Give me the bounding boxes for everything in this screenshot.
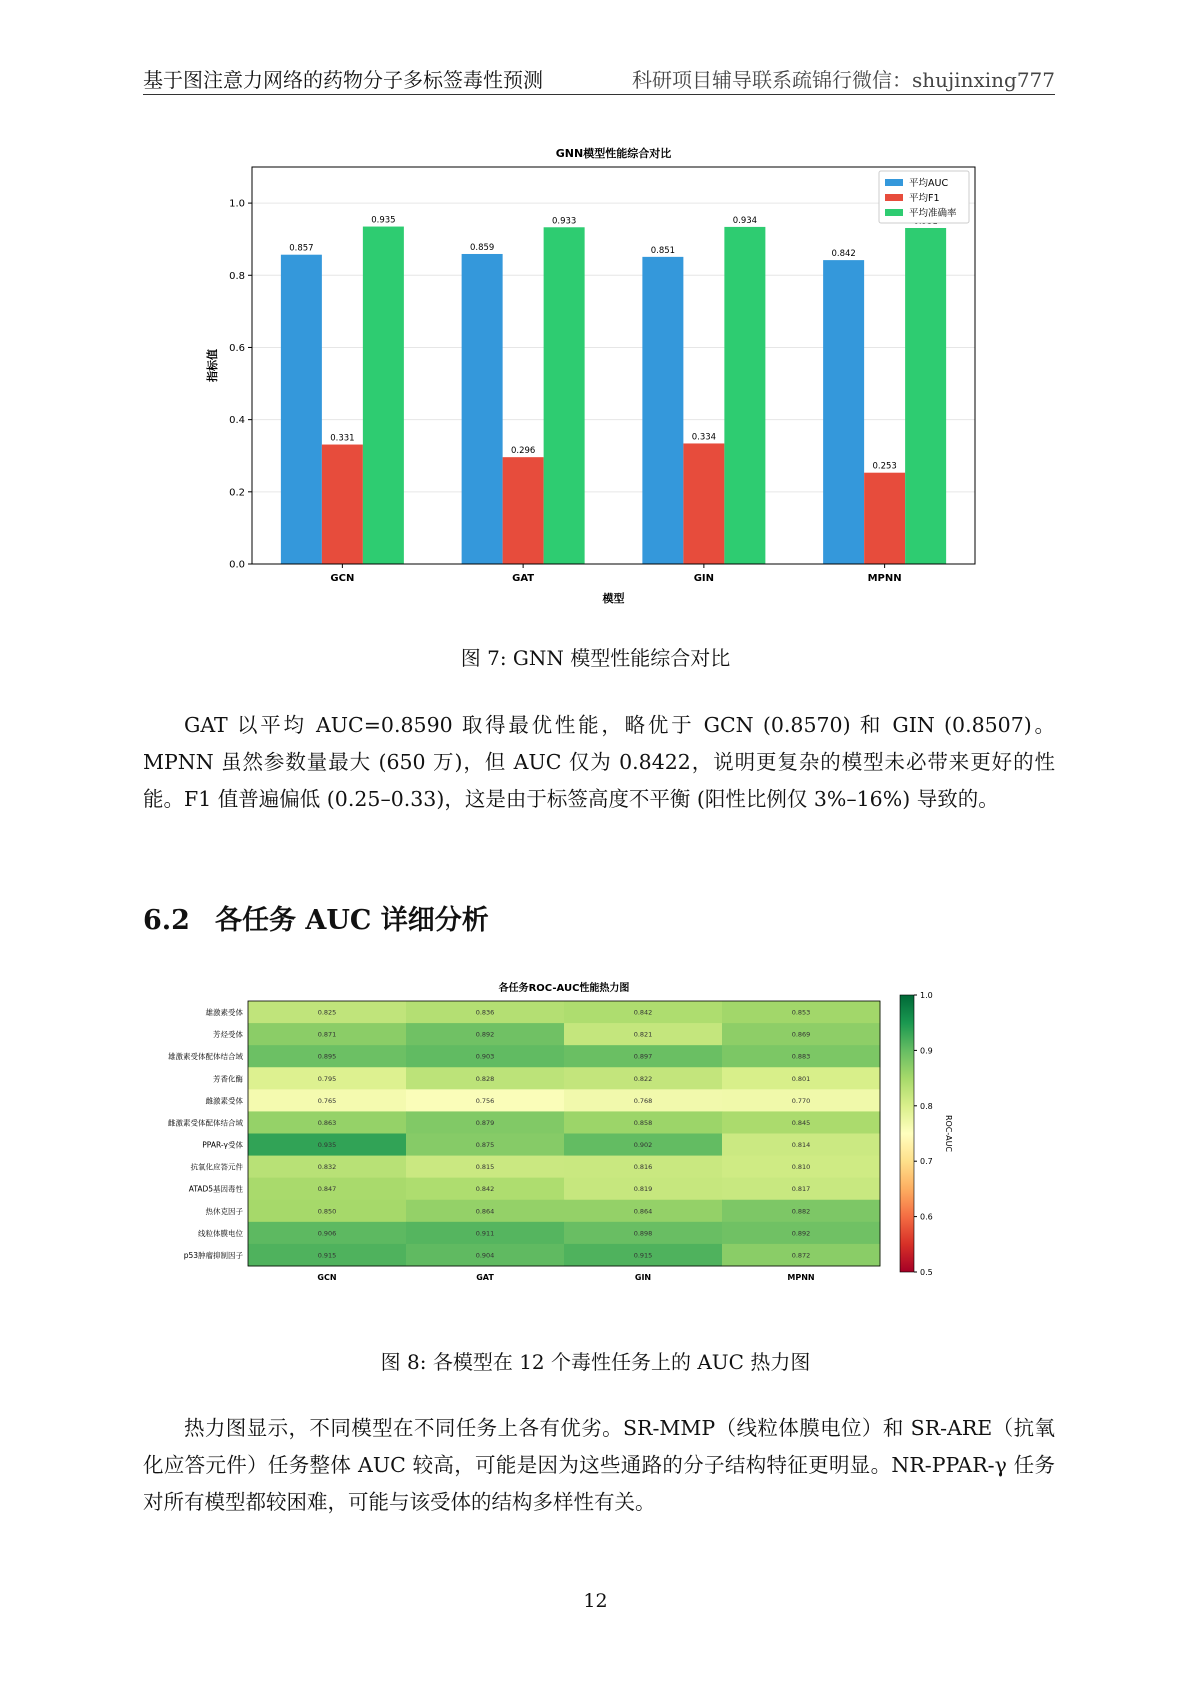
heatmap-row-label: PPAR-γ受体 (202, 1140, 243, 1150)
paragraph-1-text: GAT 以平均 AUC=0.8590 取得最优性能，略优于 GCN (0.8570) 和 GIN (0.8507)。MPNN 虽然参数量最大 (650 万)，但 AUC 仅为 0.8422，说明更复杂的模型未必带来更好的性能。F1 值普遍偏低 (0.25–0.33)，这是由于标签高度不平衡 (阳性比例仅 3%–16%) 导致的。 (143, 713, 1055, 811)
running-header (143, 62, 1055, 95)
heatmap-cell-value: 0.871 (317, 1030, 337, 1039)
heatmap-col-label: GIN (634, 1273, 652, 1282)
heatmap-cell-value: 0.847 (317, 1185, 337, 1194)
heatmap-row-label: 抗氧化应答元件 (190, 1162, 243, 1172)
bar-value-label: 0.334 (691, 432, 717, 443)
colorbar-tick-label: 0.8 (920, 1101, 933, 1111)
paragraph-2 (143, 1410, 1055, 1521)
colorbar-tick-label: 1.0 (920, 991, 933, 1000)
bar (503, 457, 544, 564)
heatmap-cell-value: 0.898 (633, 1229, 653, 1238)
legend-swatch (885, 194, 903, 201)
legend-swatch (885, 179, 903, 186)
x-tick-label: GCN (330, 573, 355, 584)
heatmap-cell-value: 0.815 (475, 1163, 495, 1172)
heatmap-row-label: 雄激素受体 (205, 1008, 243, 1018)
heatmap-row-label: 芳香化酶 (213, 1074, 243, 1084)
bar-value-label: 0.842 (831, 249, 856, 260)
heatmap-cell-value: 0.904 (475, 1251, 495, 1260)
x-tick-label: GAT (512, 573, 535, 584)
heatmap-cell-value: 0.906 (317, 1229, 337, 1238)
heatmap-cell-value: 0.756 (475, 1096, 495, 1105)
heatmap-cell-value: 0.903 (475, 1052, 495, 1061)
figure8-caption: 图 8: 各模型在 12 个毒性任务上的 AUC 热力图 (380, 1350, 811, 1374)
y-tick-label: 1.0 (229, 198, 245, 210)
heatmap-row-label: 热休克因子 (205, 1206, 243, 1216)
heatmap-cell-value: 0.828 (475, 1074, 495, 1083)
bar (322, 445, 363, 564)
heatmap-cell-value: 0.915 (317, 1251, 337, 1260)
heatmap-cell-value: 0.810 (791, 1163, 811, 1172)
bar (281, 255, 322, 564)
x-tick-label: MPNN (867, 573, 902, 584)
y-tick-label: 0.8 (229, 270, 245, 282)
bar (683, 443, 724, 564)
legend-label: 平均AUC (909, 178, 949, 189)
heatmap-row-label: p53肿瘤抑制因子 (183, 1250, 243, 1260)
heatmap-cell-value: 0.814 (791, 1141, 811, 1150)
y-axis-label: 指标值 (206, 349, 219, 382)
heatmap-cell-value: 0.819 (633, 1185, 653, 1194)
heatmap-cell-value: 0.863 (317, 1118, 337, 1127)
colorbar-tick-label: 0.6 (920, 1212, 933, 1222)
colorbar (900, 995, 914, 1272)
colorbar-tick-label: 0.7 (920, 1157, 933, 1167)
heatmap-cell-value: 0.892 (475, 1030, 495, 1039)
heatmap-chart (140, 975, 1040, 1310)
heatmap-cell-value: 0.770 (791, 1096, 811, 1105)
heatmap-col-label: GAT (476, 1273, 494, 1282)
heatmap-cell-value: 0.864 (633, 1207, 653, 1216)
heatmap-cell-value: 0.915 (633, 1251, 653, 1260)
heatmap-row-label: 雌激素受体 (205, 1096, 243, 1106)
bar (462, 254, 503, 564)
heatmap-cell-value: 0.892 (791, 1229, 811, 1238)
colorbar-label: ROC-AUC (944, 1114, 953, 1153)
heatmap-cell-value: 0.858 (633, 1118, 653, 1127)
figure7-caption: 图 7: GNN 模型性能综合对比 (460, 646, 731, 670)
bar-value-label: 0.253 (872, 461, 897, 472)
heatmap-cell-value: 0.882 (791, 1207, 811, 1216)
y-tick-label: 0.6 (229, 342, 245, 354)
paragraph-1 (143, 707, 1055, 818)
legend-label: 平均准确率 (909, 208, 957, 219)
heatmap-cell-value: 0.822 (633, 1074, 653, 1083)
bar-chart (200, 135, 990, 610)
y-tick-label: 0.4 (229, 415, 245, 427)
heatmap-cell-value: 0.817 (791, 1185, 811, 1194)
section-number: 6.2 (143, 905, 190, 936)
heatmap-cell-value: 0.832 (317, 1163, 337, 1172)
bar-value-label: 0.296 (510, 446, 536, 457)
heatmap-cell-value: 0.765 (317, 1096, 337, 1105)
y-tick-label: 0.0 (229, 559, 245, 571)
heatmap-cell-value: 0.883 (791, 1052, 811, 1061)
heatmap-cell-value: 0.897 (633, 1052, 653, 1061)
header-title: 基于图注意力网络的药物分子多标签毒性预测 (143, 68, 543, 92)
heatmap-cell-value: 0.911 (475, 1229, 495, 1238)
x-axis-label: 模型 (602, 592, 625, 605)
bar-value-label: 0.933 (551, 216, 577, 227)
colorbar-tick-label: 0.9 (920, 1046, 933, 1056)
bar (363, 227, 404, 564)
heatmap-cell-value: 0.879 (475, 1118, 495, 1127)
header-contact: 科研项目辅导联系疏锦行微信：shujinxing777 (631, 68, 1055, 92)
y-tick-label: 0.2 (229, 487, 245, 499)
section-heading (143, 898, 489, 937)
heatmap-cell-value: 0.816 (633, 1163, 653, 1172)
heatmap-cell-value: 0.935 (317, 1141, 337, 1150)
colorbar-tick-label: 0.5 (920, 1268, 933, 1277)
heatmap-cell-value: 0.869 (791, 1030, 811, 1039)
page-number: 12 (583, 1590, 608, 1612)
figure-bar-chart (200, 135, 990, 614)
heatmap-cell-value: 0.801 (791, 1074, 811, 1083)
heatmap-cell-value: 0.842 (633, 1008, 653, 1017)
heatmap-cell-value: 0.768 (633, 1096, 653, 1105)
bar-value-label: 0.851 (650, 245, 676, 256)
heatmap-cell-value: 0.895 (317, 1052, 337, 1061)
paragraph-2-text: 热力图显示，不同模型在不同任务上各有优劣。SR-MMP（线粒体膜电位）和 SR-ARE（抗氧化应答元件）任务整体 AUC 较高，可能是因为这些通路的分子结构特征更明显。NR-PPAR-γ 任务对所有模型都较困难，可能与该受体的结构多样性有关。 (143, 1416, 1055, 1514)
heatmap-cell-value: 0.842 (475, 1185, 495, 1194)
heatmap-cell-value: 0.850 (317, 1207, 337, 1216)
bar-value-label: 0.331 (330, 433, 355, 444)
section-title: 各任务 AUC 详细分析 (215, 905, 489, 936)
heatmap-cell-value: 0.875 (475, 1141, 495, 1150)
heatmap-row-label: 雄激素受体配体结合域 (168, 1052, 243, 1062)
bar (724, 227, 765, 564)
figure-heatmap (140, 975, 1040, 1314)
bar-value-label: 0.859 (469, 242, 495, 253)
heatmap-cell-value: 0.821 (633, 1030, 653, 1039)
legend-swatch (885, 209, 903, 216)
bar (642, 257, 683, 564)
heatmap-cell-value: 0.795 (317, 1074, 337, 1083)
bar-value-label: 0.935 (371, 215, 396, 226)
heatmap-cell-value: 0.836 (475, 1008, 495, 1017)
heatmap-cell-value: 0.825 (317, 1008, 337, 1017)
legend-label: 平均F1 (909, 193, 940, 204)
bar-value-label: 0.857 (289, 243, 314, 254)
heatmap-col-label: GCN (317, 1273, 337, 1282)
heatmap-title: 各任务ROC-AUC性能热力图 (498, 983, 630, 994)
chart-title: GNN模型性能综合对比 (555, 147, 672, 160)
heatmap-row-label: 芳烃受体 (213, 1030, 243, 1040)
heatmap-row-label: 线粒体膜电位 (198, 1228, 243, 1238)
heatmap-row-label: 雌激素受体配体结合域 (168, 1118, 243, 1128)
heatmap-row-label: ATAD5基因毒性 (188, 1184, 243, 1194)
heatmap-cell-value: 0.864 (475, 1207, 495, 1216)
heatmap-cell-value: 0.853 (791, 1008, 811, 1017)
heatmap-cell-value: 0.902 (633, 1141, 653, 1150)
x-tick-label: GIN (693, 573, 715, 584)
bar (544, 227, 585, 564)
bar (905, 228, 946, 564)
bar-value-label: 0.934 (732, 215, 758, 226)
bar (864, 473, 905, 564)
heatmap-cell-value: 0.845 (791, 1118, 811, 1127)
heatmap-cell-value: 0.872 (791, 1251, 811, 1260)
heatmap-col-label: MPNN (787, 1273, 815, 1282)
bar (823, 260, 864, 564)
